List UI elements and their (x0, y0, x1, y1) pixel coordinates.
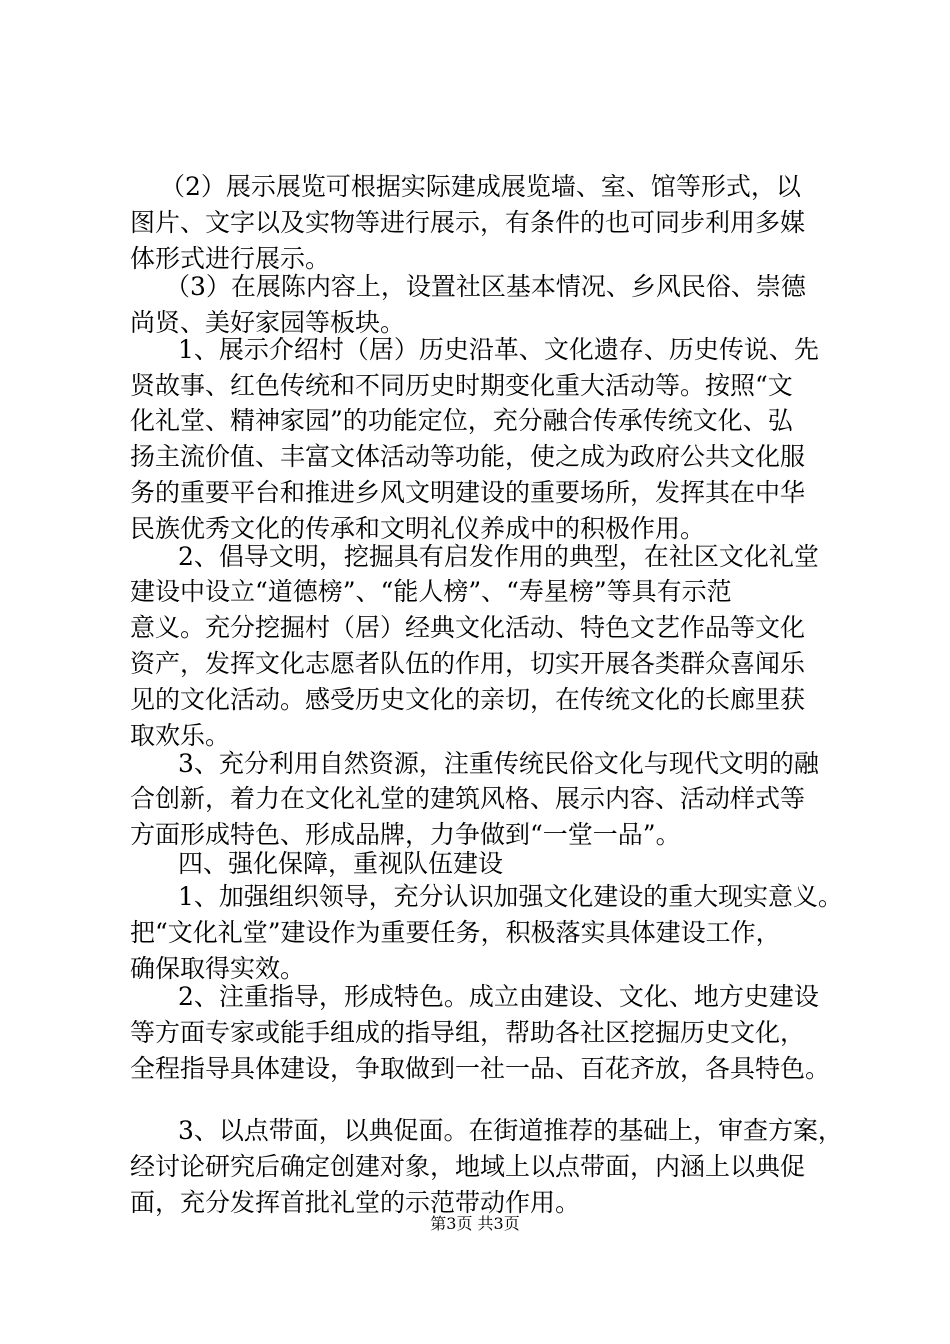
text-line: 经讨论研究后确定创建对象，地域上以点带面，内涵上以典促 (130, 1152, 806, 1181)
page-number-footer: 第3页 共3页 (430, 1214, 520, 1233)
text-line: 2、倡导文明，挖掘具有启发作用的典型，在社区文化礼堂 (178, 542, 819, 571)
text-line: 建设中设立“道德榜”、“能人榜”、“寿星榜”等具有示范 (130, 577, 732, 606)
text-line: 体形式进行展示。 (130, 244, 331, 273)
text-line: 意义。充分挖掘村（居）经典文化活动、特色文艺作品等文化 (130, 613, 806, 642)
text-line: 等方面专家或能手组成的指导组，帮助各社区挖掘历史文化， (130, 1018, 806, 1047)
text-line: 取欢乐。 (130, 721, 231, 750)
text-line: 扬主流价值、丰富文体活动等功能，使之成为政府公共文化服 (130, 442, 806, 471)
text-line: 合创新，着力在文化礼堂的建筑风格、展示内容、活动样式等 (130, 784, 806, 813)
text-line: 民族优秀文化的传承和文明礼仪养成中的积极作用。 (130, 514, 706, 543)
text-line: 1、加强组织领导，充分认识加强文化建设的重大现实意义。 (178, 882, 843, 911)
text-line: 确保取得实效。 (130, 954, 306, 983)
text-line: 3、以点带面，以典促面。在街道推荐的基础上，审查方案， (178, 1116, 843, 1145)
text-line: 3、充分利用自然资源，注重传统民俗文化与现代文明的融 (178, 749, 819, 778)
text-line: 见的文化活动。感受历史文化的亲切，在传统文化的长廊里获 (130, 685, 806, 714)
text-line: 化礼堂、精神家园”的功能定位，充分融合传承传统文化、弘 (130, 406, 793, 435)
text-line: 面，充分发挥首批礼堂的示范带动作用。 (130, 1188, 581, 1217)
text-line: 尚贤、美好家园等板块。 (130, 308, 406, 337)
text-line: 资产，发挥文化志愿者队伍的作用，切实开展各类群众喜闻乐 (130, 649, 806, 678)
text-line: （2）展示展览可根据实际建成展览墙、室、馆等形式，以 (160, 172, 801, 201)
section-heading: 四、强化保障，重视队伍建设 (178, 849, 504, 878)
text-line: 2、注重指导，形成特色。成立由建设、文化、地方史建设 (178, 982, 819, 1011)
text-line: 图片、文字以及实物等进行展示，有条件的也可同步利用多媒 (130, 208, 806, 237)
text-line: 全程指导具体建设，争取做到一社一品、百花齐放，各具特色。 (130, 1054, 831, 1083)
text-line: 方面形成特色、形成品牌，力争做到“一堂一品”。 (130, 820, 681, 849)
text-line: （3）在展陈内容上，设置社区基本情况、乡风民俗、崇德 (165, 272, 806, 301)
text-line: 贤故事、红色传统和不同历史时期变化重大活动等。按照“文 (130, 371, 793, 400)
text-line: 把“文化礼堂”建设作为重要任务，积极落实具体建设工作， (130, 918, 781, 947)
text-line: 1、展示介绍村（居）历史沿革、文化遗存、历史传说、先 (178, 335, 819, 364)
text-line: 务的重要平台和推进乡风文明建设的重要场所，发挥其在中华 (130, 478, 806, 507)
